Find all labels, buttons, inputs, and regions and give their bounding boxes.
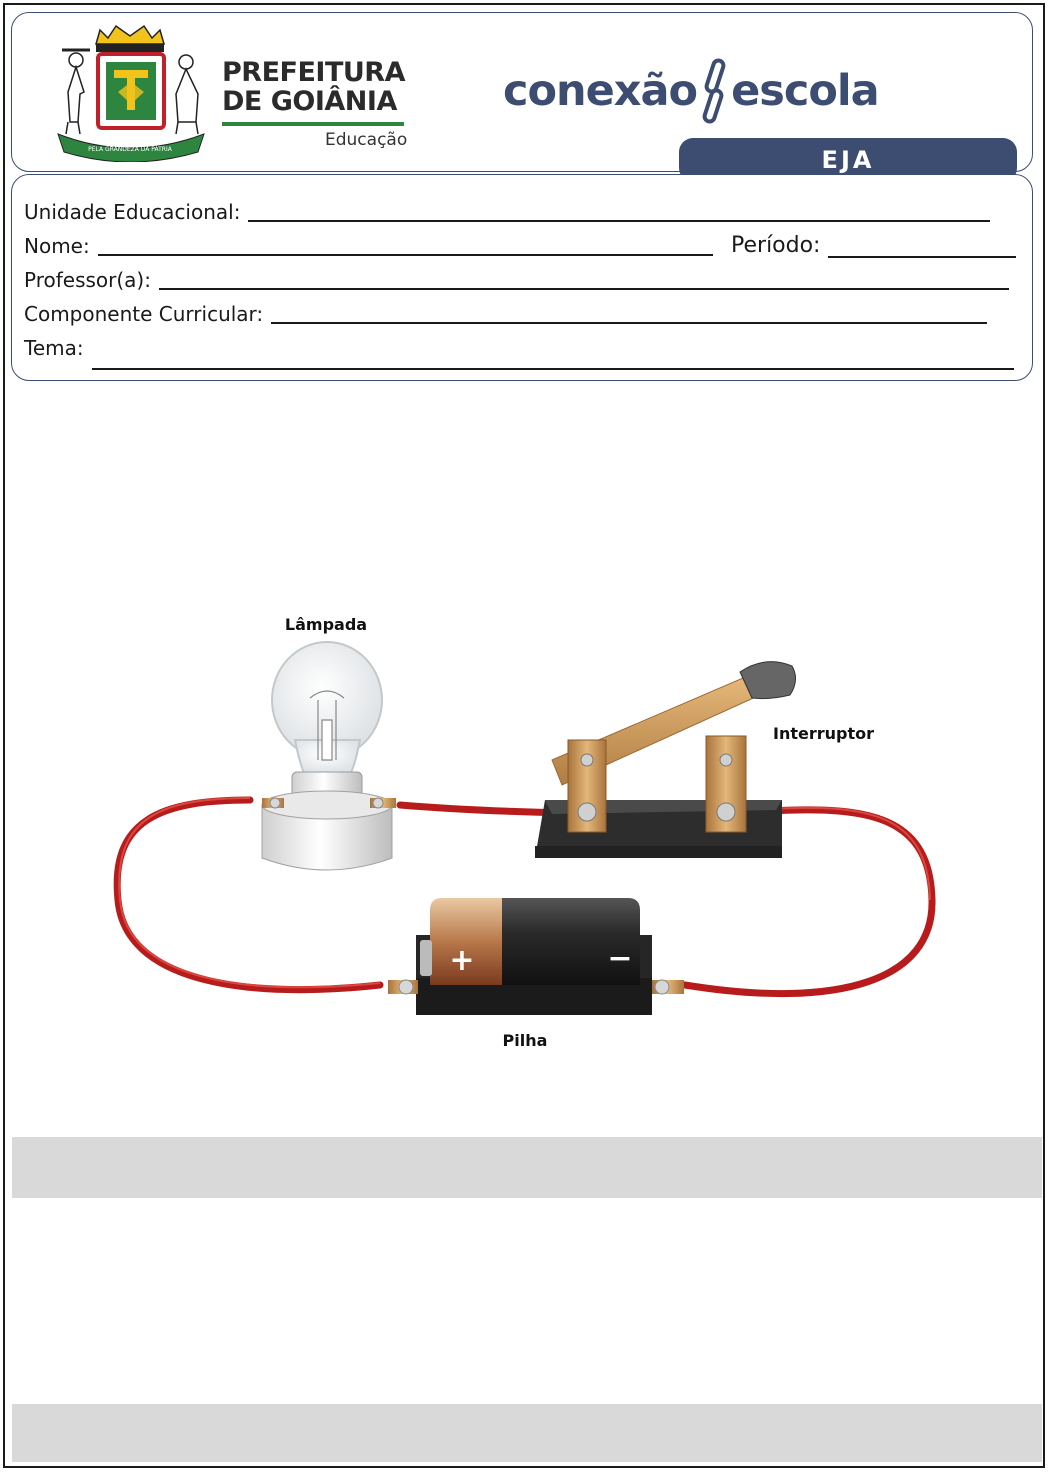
tema-field[interactable]: [92, 367, 1014, 370]
lamp-label: Lâmpada: [284, 615, 368, 634]
knife-switch: [535, 662, 796, 858]
unidade-label: Unidade Educacional:: [24, 200, 241, 224]
professor-field[interactable]: [159, 287, 1009, 290]
circuit-diagram: [100, 600, 960, 1060]
componente-field[interactable]: [271, 321, 987, 324]
logo-word-right: escola: [731, 66, 879, 116]
unidade-row: [24, 200, 990, 224]
chain-link-icon: [697, 56, 731, 126]
battery-plus-sign: +: [449, 943, 475, 978]
municipality-name: [222, 58, 405, 116]
svg-text:PELA GRANDEZA DA PÁTRIA: PELA GRANDEZA DA PÁTRIA: [88, 146, 172, 153]
periodo-label: Período:: [731, 233, 821, 258]
nome-label: Nome:: [24, 234, 90, 258]
nome-row: [24, 234, 713, 258]
lamp: [262, 642, 396, 870]
logo-word-left: conexão: [503, 66, 698, 116]
conexao-escola-logo: [503, 56, 879, 126]
answer-band-2: [12, 1404, 1042, 1462]
nome-field[interactable]: [98, 253, 713, 256]
componente-row: [24, 302, 987, 326]
unidade-field[interactable]: [248, 219, 990, 222]
professor-row: [24, 268, 1009, 292]
tema-label: Tema:: [24, 336, 84, 360]
battery-label: Pilha: [502, 1031, 548, 1050]
answer-band-1: [12, 1137, 1042, 1198]
battery-minus-sign: −: [607, 941, 633, 976]
municipality-line2: DE GOIÂNIA: [222, 86, 397, 117]
tema-row: [24, 336, 1014, 360]
coat-of-arms-logo: [48, 22, 213, 162]
program-tab: EJA: [679, 138, 1017, 182]
municipality-line1: PREFEITURA: [222, 57, 405, 88]
battery: [388, 898, 684, 1015]
professor-label: Professor(a):: [24, 268, 151, 292]
componente-label: Componente Curricular:: [24, 302, 264, 326]
department-label: Educação: [325, 130, 408, 150]
switch-label: Interruptor: [773, 724, 874, 743]
periodo-field[interactable]: [828, 256, 1016, 258]
green-accent-bar: [222, 122, 404, 126]
